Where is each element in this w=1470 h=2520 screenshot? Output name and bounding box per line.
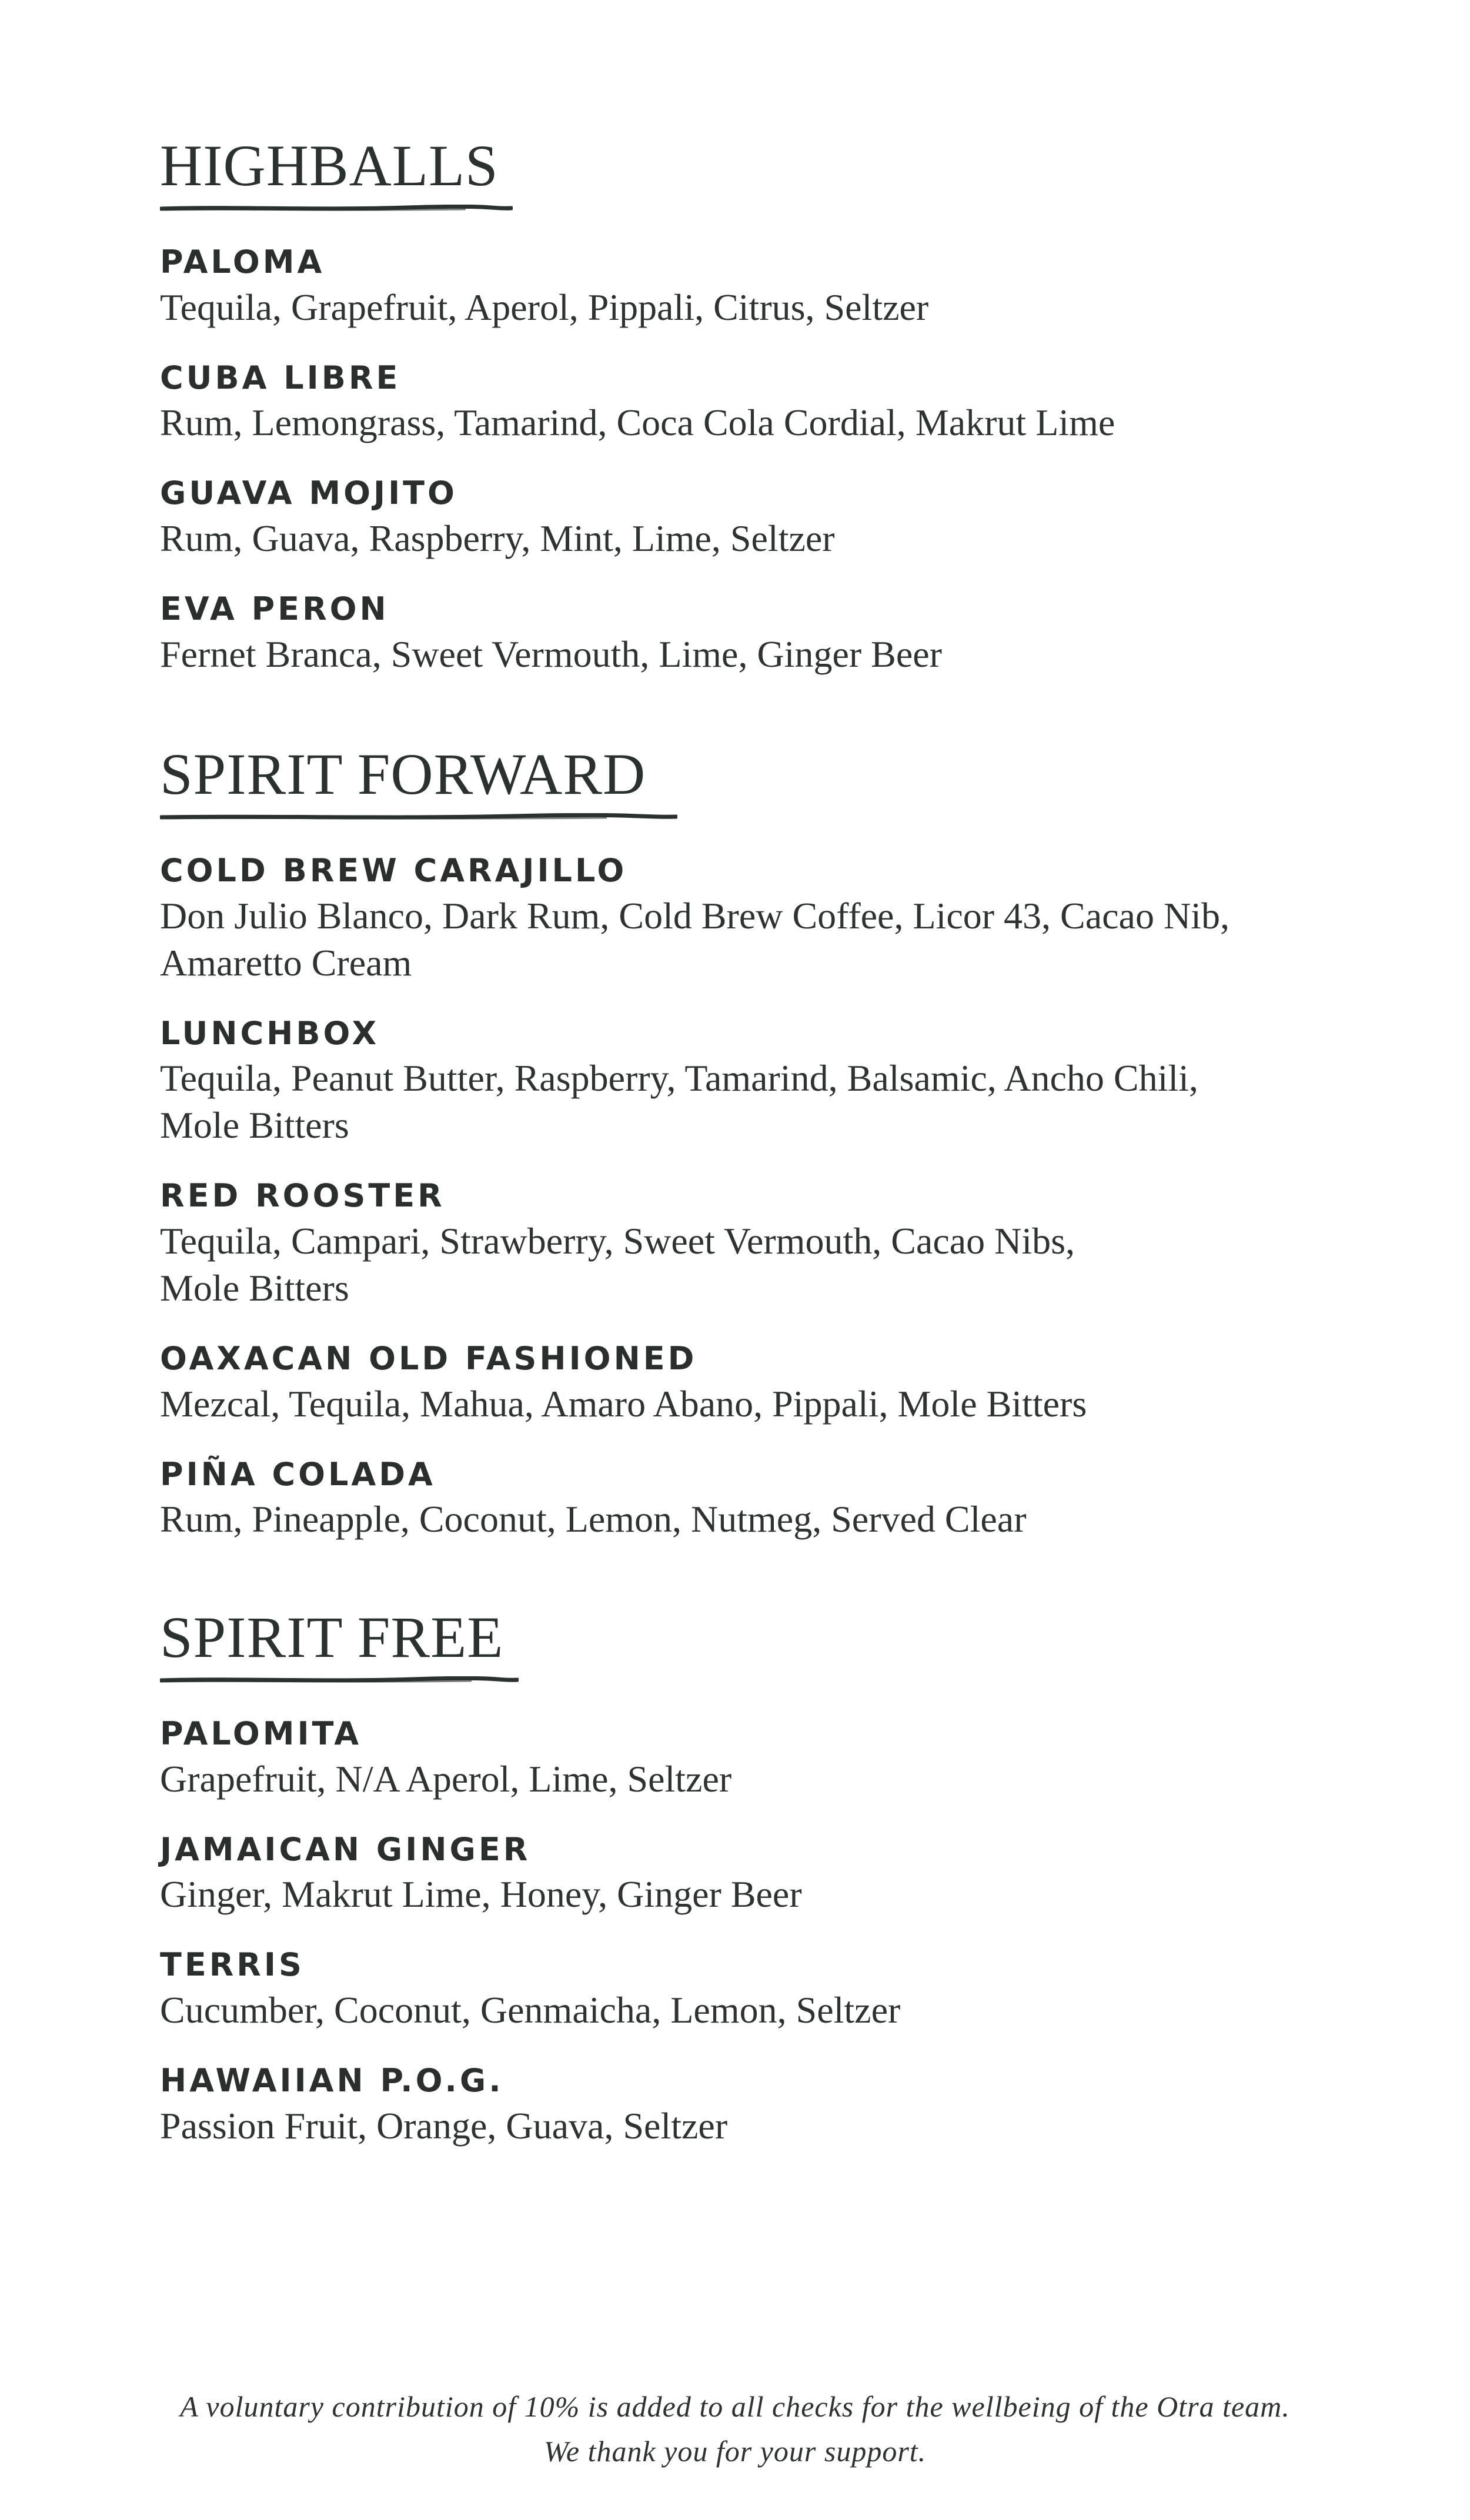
item-description: Tequila, Grapefruit, Aperol, Pippali, Citrus, Seltzer: [160, 286, 929, 328]
item-name: PIÑA COLADA: [160, 1455, 436, 1493]
menu-item: [160, 359, 1336, 447]
item-description: Rum, Lemongrass, Tamarind, Coca Cola Cordial, Makrut Lime: [160, 402, 1115, 444]
item-name: RED ROOSTER: [160, 1177, 445, 1215]
item-name: JAMAICAN GINGER: [160, 1830, 531, 1868]
section-title: HIGHBALLS: [160, 133, 499, 198]
item-name: HAWAIIAN P.O.G.: [160, 2062, 504, 2100]
item-name: COLD BREW CARAJILLO: [160, 852, 627, 889]
item-name: PALOMITA: [160, 1715, 362, 1752]
section-spirit-forward: [160, 741, 1336, 1573]
menu-item: [160, 1946, 1336, 2034]
item-description: Cucumber, Coconut, Genmaicha, Lemon, Seltzer: [160, 1989, 901, 2031]
footer-line-2: We thank you for your support.: [543, 2435, 927, 2468]
item-description: Don Julio Blanco, Dark Rum, Cold Brew Coffee, Licor 43, Cacao Nib, Amaretto Cream: [160, 894, 1230, 984]
menu-item: [160, 1342, 1336, 1428]
section-title: SPIRIT FORWARD: [160, 741, 646, 807]
item-name: TERRIS: [160, 1946, 305, 1984]
item-description: Fernet Branca, Sweet Vermouth, Lime, Ginger Beer: [160, 633, 942, 675]
brush-underline: [160, 1676, 519, 1685]
item-description: Grapefruit, N/A Aperol, Lime, Seltzer: [160, 1757, 732, 1800]
menu-item: [160, 1717, 1336, 1803]
menu-item: [160, 854, 1336, 987]
item-description: Tequila, Campari, Strawberry, Sweet Vermouth, Cacao Nibs, Mole Bitters: [160, 1220, 1075, 1309]
menu-item: [160, 1455, 1336, 1543]
brush-underline: [160, 813, 677, 821]
menu-item: [160, 243, 1336, 331]
footer-note: [0, 2384, 1470, 2474]
item-description: Mezcal, Tequila, Mahua, Amaro Abano, Pippali, Mole Bitters: [160, 1382, 1087, 1425]
item-description: Ginger, Makrut Lime, Honey, Ginger Beer: [160, 1873, 802, 1916]
section-highballs: [160, 133, 1336, 708]
item-name: LUNCHBOX: [160, 1014, 380, 1052]
section-spirit-free: [160, 1605, 1336, 2180]
item-description: Rum, Guava, Raspberry, Mint, Lime, Seltzer: [160, 517, 835, 560]
menu-item: [160, 1179, 1336, 1312]
item-description: Tequila, Peanut Butter, Raspberry, Tamarind, Balsamic, Ancho Chili, Mole Bitters: [160, 1057, 1198, 1147]
brush-underline: [160, 205, 513, 213]
item-name: PALOMA: [160, 243, 325, 280]
item-name: CUBA LIBRE: [160, 359, 401, 396]
item-name: OAXACAN OLD FASHIONED: [160, 1340, 697, 1378]
menu-item: [160, 1830, 1336, 1919]
section-title: SPIRIT FREE: [160, 1605, 504, 1670]
item-name: GUAVA MOJITO: [160, 474, 457, 512]
footer-line-1: A voluntary contribution of 10% is added to all checks for the wellbeing of the Otra team.: [180, 2390, 1290, 2423]
menu-item: [160, 1014, 1336, 1149]
menu-item: [160, 2064, 1336, 2150]
menu-item: [160, 590, 1336, 678]
item-description: Passion Fruit, Orange, Guava, Seltzer: [160, 2104, 728, 2147]
item-description: Rum, Pineapple, Coconut, Lemon, Nutmeg, Served Clear: [160, 1498, 1027, 1540]
item-name: EVA PERON: [160, 590, 389, 628]
menu-item: [160, 474, 1336, 562]
